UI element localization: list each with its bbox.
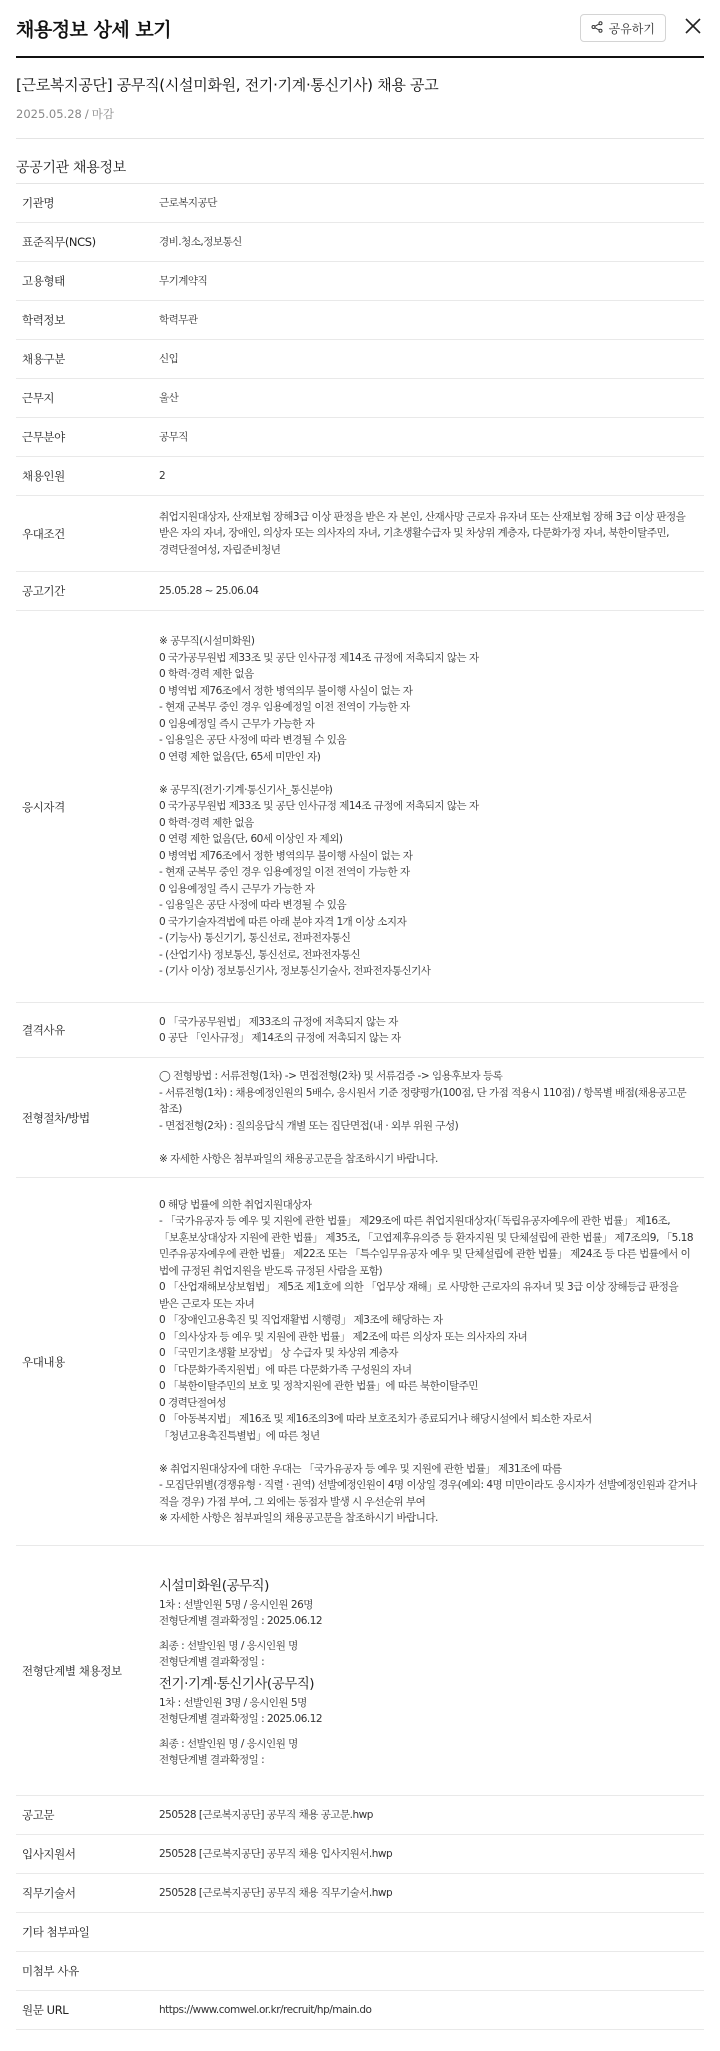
section-title: 공공기관 채용정보 [16, 139, 704, 184]
stage-first-result: 1차 : 선발인원 5명 / 응시인원 26명 [159, 1598, 313, 1611]
row-value: 신입 [159, 352, 179, 365]
row-location [16, 379, 704, 418]
row-emp-type [16, 262, 704, 301]
text-line: 0 해당 법률에 의한 취업지원대상자 [159, 1198, 312, 1211]
row-bonus [16, 1178, 704, 1546]
row-label: 결격사유 [22, 1023, 65, 1037]
row-label: 전형절차/방법 [22, 1110, 90, 1125]
row-value [159, 1178, 704, 1545]
text-line: 0 「산업재해보상보험법」 제5조 제1호에 의한 「업무상 재해」로 사망한 근로자의 유자녀 및 3급 이상 장해등급 판정을 [159, 1281, 679, 1293]
row-label: 근무지 [22, 391, 55, 405]
row-other-files [16, 1913, 704, 1952]
text-line: 참조) [159, 1103, 182, 1115]
text-line: ※ 취업지원대상자에 대한 우대는 「국가유공자 등 예우 및 지원에 관한 법률」 제31조에 따름 [159, 1462, 562, 1475]
row-label: 직무기술서 [22, 1886, 76, 1900]
row-period [16, 572, 704, 611]
notice-file-link[interactable]: 250528 [근로복지공단] 공무직 채용 공고문.hwp [159, 1808, 373, 1821]
share-icon [591, 21, 603, 36]
row-hire-type [16, 340, 704, 379]
text-line: ◯ 전형방법 : 서류전형(1차) -> 면접전형(2차) 및 서류검증 -> 임용후보자 등록 [159, 1070, 503, 1082]
text-line: 0 국가공무원법 제33조 및 공단 인사규정 제14조 규정에 저촉되지 않는 자 [159, 800, 479, 813]
job-date: 2025.05.28 [16, 107, 82, 121]
text-line: ※ 자세한 사항은 첨부파일의 채용공고문을 참조하시기 바랍니다. [159, 1512, 438, 1524]
job-heading [16, 58, 704, 139]
text-line: 0 「국가공무원법」 제33조의 규정에 저촉되지 않는 자 [159, 1015, 398, 1028]
row-value: 근로복지공단 [159, 196, 217, 209]
row-label: 원문 URL [22, 2003, 69, 2017]
text-line: - (산업기사) 정보통신, 통신선로, 전파전자통신 [159, 948, 361, 961]
share-button[interactable] [580, 14, 666, 42]
row-no-attach-reason [16, 1952, 704, 1991]
text-line: 0 「아동복지법」 제16조 및 제16조의3에 따라 보호조치가 종료되거나 해당시설에서 퇴소한 자로서 [159, 1413, 592, 1425]
row-preference [16, 496, 704, 572]
row-notice-file [16, 1796, 704, 1835]
row-ncs [16, 223, 704, 262]
text-line: 0 공단 「인사규정」 제14조의 규정에 저촉되지 않는 자 [159, 1032, 401, 1044]
text-line: 0 국가공무원법 제33조 및 공단 인사규정 제14조 규정에 저촉되지 않는 자 [159, 651, 479, 664]
row-value: 무기계약직 [159, 274, 208, 287]
row-label: 우대조건 [22, 526, 65, 541]
row-label: 고용형태 [22, 274, 65, 288]
row-value: 울산 [159, 391, 179, 404]
row-org [16, 184, 704, 223]
text-line: 법에 규정된 취업지원을 받도록 규정된 사람을 포함) [159, 1264, 383, 1277]
stage-first-date: 전형단계별 결과확정일 : 2025.06.12 [159, 1713, 323, 1725]
text-line: 0 병역법 제76조에서 정한 병역의무 불이행 사실이 없는 자 [159, 849, 413, 862]
row-label: 공고문 [22, 1808, 55, 1822]
stage-group-title: 전기·기계·통신기사(공무직) [159, 1675, 315, 1692]
row-qualification [16, 611, 704, 1003]
text-line: 0 「장애인고용촉진 및 직업재활법 시행령」 제3조에 해당하는 자 [159, 1314, 443, 1326]
row-value [159, 496, 704, 571]
text-line: 0 연령 제한 없음(단, 60세 이상인 자 제외) [159, 833, 343, 846]
source-url-link[interactable]: https://www.comwel.or.kr/recruit/hp/main.do [159, 2003, 372, 2016]
text-line: - 현재 군복무 중인 경우 임용예정일 이전 전역이 가능한 자 [159, 701, 410, 714]
stage-first-result: 1차 : 선발인원 3명 / 응시인원 5명 [159, 1696, 307, 1709]
text-line: ※ 자세한 사항은 첨부파일의 채용공고문을 참조하시기 바랍니다. [159, 1152, 438, 1165]
close-button[interactable] [682, 17, 704, 39]
row-label: 표준직무(NCS) [22, 235, 96, 249]
text-line: 받은 근로자 또는 자녀 [159, 1297, 255, 1310]
text-line: - 임용일은 공단 사정에 따라 변경될 수 있음 [159, 734, 347, 747]
row-label: 채용인원 [22, 469, 65, 483]
text-line: 0 「국민기초생활 보장법」 상 수급자 및 차상위 계층자 [159, 1347, 398, 1359]
text-line: 0 「북한이탈주민의 보호 및 정착지원에 관한 법률」에 따른 북한이탈주민 [159, 1380, 478, 1392]
text-line: 0 「다문화가족지원법」에 따른 다문화가족 구성원의 자녀 [159, 1363, 412, 1376]
header-actions [580, 14, 704, 42]
text-line: 「보훈보상대상자 지원에 관한 법률」 제35조, 「고엽제후유의증 등 환자지원 및 단체설립에 관한 법률」 제7조의9, 「5.18 [159, 1231, 694, 1244]
row-value [159, 1058, 704, 1177]
text-line: 0 학력·경력 제한 없음 [159, 816, 254, 829]
text-line: 0 임용예정일 즉시 근무가 가능한 자 [159, 717, 315, 730]
row-procedure [16, 1058, 704, 1178]
row-value [159, 1913, 704, 1951]
text-line: - 현재 군복무 중인 경우 임용예정일 이전 전역이 가능한 자 [159, 866, 410, 879]
job-meta: 2025.05.28 / 마감 [16, 107, 114, 121]
row-label: 전형단계별 채용정보 [22, 1663, 122, 1678]
row-label: 우대내용 [22, 1354, 65, 1369]
row-field [16, 418, 704, 457]
row-stage-info [16, 1546, 704, 1796]
close-icon [684, 17, 702, 39]
row-job-desc-file [16, 1874, 704, 1913]
application-file-link[interactable]: 250528 [근로복지공단] 공무직 채용 입사지원서.hwp [159, 1847, 393, 1860]
row-label: 입사지원서 [22, 1847, 76, 1861]
text-line: 0 임용예정일 즉시 근무가 가능한 자 [159, 882, 315, 895]
row-value [159, 1546, 704, 1795]
stage-final-date: 전형단계별 결과확정일 : [159, 1656, 265, 1668]
row-label: 응시자격 [22, 799, 65, 814]
text-line: - 「국가유공자 등 예우 및 지원에 관한 법률」 제29조에 따른 취업지원대상자(「독립유공자예우에 관한 법률」 제16조, [159, 1215, 671, 1227]
row-value [159, 1952, 704, 1990]
row-value: 경비.청소,정보통신 [159, 235, 242, 248]
share-button-label: 공유하기 [608, 21, 655, 36]
row-label: 기타 첨부파일 [22, 1925, 90, 1939]
row-headcount [16, 457, 704, 496]
stage-final-result: 최종 : 선발인원 명 / 응시인원 명 [159, 1737, 298, 1750]
page-header [16, 0, 704, 58]
text-line: 0 병역법 제76조에서 정한 병역의무 불이행 사실이 없는 자 [159, 684, 413, 697]
text-line: - 모집단위별(경쟁유형 · 직렬 · 권역) 선발예정인원이 4명 이상일 경우(예외: 4명 미만이라도 응시자가 선발예정인원과 같거나 [159, 1479, 697, 1491]
text-line: 0 「의사상자 등 예우 및 지원에 관한 법률」 제2조에 따른 의상자 또는 의사자의 자녀 [159, 1330, 528, 1343]
text-line: 경력단절여성, 자립준비청년 [159, 543, 281, 556]
row-label: 기관명 [22, 196, 55, 210]
stage-first-date: 전형단계별 결과확정일 : 2025.06.12 [159, 1615, 323, 1627]
row-label: 미첨부 사유 [22, 1964, 79, 1978]
text-line: ※ 공무직(시설미화원) [159, 635, 255, 648]
job-title: [근로복지공단] 공무직(시설미화원, 전기·기계·통신기사) 채용 공고 [16, 76, 439, 94]
text-line: 민주유공자예우에 관한 법률」 제22조 또는 「특수임무유공자 예우 및 단체설립에 관한 법률」 제24조 등 다른 법률에서 이 [159, 1248, 691, 1260]
row-value: 학력무관 [159, 313, 198, 326]
text-line: 0 국가기술자격법에 따른 아래 분야 자격 1개 이상 소지자 [159, 915, 407, 928]
text-line: - 서류전형(1차) : 채용예정인원의 5배수, 응시원서 기준 정량평가(100점, 단 가점 적용시 110점) / 항목별 배점(채용공고문 [159, 1086, 687, 1099]
text-line: - 면접전형(2차) : 질의응답식 개별 또는 집단면접(내 · 외부 위원 구성) [159, 1119, 459, 1132]
stage-group-title: 시설미화원(공무직) [159, 1577, 269, 1594]
row-value: 2 [159, 469, 166, 482]
row-value [159, 1003, 704, 1057]
row-label: 근무분야 [22, 430, 65, 444]
row-edu [16, 301, 704, 340]
row-application-file [16, 1835, 704, 1874]
row-value: 25.05.28 ~ 25.06.04 [159, 584, 259, 597]
text-line: ※ 공무직(전기·기계·통신기사_통신분야) [159, 783, 333, 796]
text-line: - (기사 이상) 정보통신기사, 정보통신기술사, 전파전자통신기사 [159, 965, 431, 978]
row-value: 공무직 [159, 430, 188, 443]
text-line: 취업지원대상자, 산재보험 장해3급 이상 판정을 받은 자 본인, 산재사망 근로자 유자녀 또는 산재보험 장해 3급 이상 판정을 [159, 510, 686, 523]
row-disqualification [16, 1003, 704, 1058]
row-label: 채용구분 [22, 352, 65, 366]
row-label: 학력정보 [22, 313, 65, 327]
page-title: 채용정보 상세 보기 [16, 18, 172, 41]
job-status: 마감 [91, 107, 114, 121]
text-line: 「청년고용촉진특별법」에 따른 청년 [159, 1429, 320, 1442]
text-line: - 임용일은 공단 사정에 따라 변경될 수 있음 [159, 899, 347, 912]
text-line: 0 경력단절여성 [159, 1396, 226, 1409]
stage-final-result: 최종 : 선발인원 명 / 응시인원 명 [159, 1639, 298, 1652]
row-source-url [16, 1991, 704, 2030]
job-desc-file-link[interactable]: 250528 [근로복지공단] 공무직 채용 직무기술서.hwp [159, 1886, 393, 1899]
row-label: 공고기간 [22, 584, 65, 598]
row-value [159, 611, 704, 1002]
text-line: 적을 경우) 가점 부여, 그 외에는 동점자 발생 시 우선순위 부여 [159, 1495, 426, 1508]
text-line: 받은 자의 자녀, 장애인, 의상자 또는 의사자의 자녀, 기초생활수급자 및 차상위 계층자, 다문화가정 자녀, 북한이탈주민, [159, 527, 669, 540]
text-line: 0 학력·경력 제한 없음 [159, 668, 254, 681]
text-line: - (기능사) 통신기기, 통신선로, 전파전자통신 [159, 932, 351, 945]
stage-final-date: 전형단계별 결과확정일 : [159, 1754, 265, 1766]
text-line: 0 연령 제한 없음(단, 65세 미만인 자) [159, 750, 321, 763]
